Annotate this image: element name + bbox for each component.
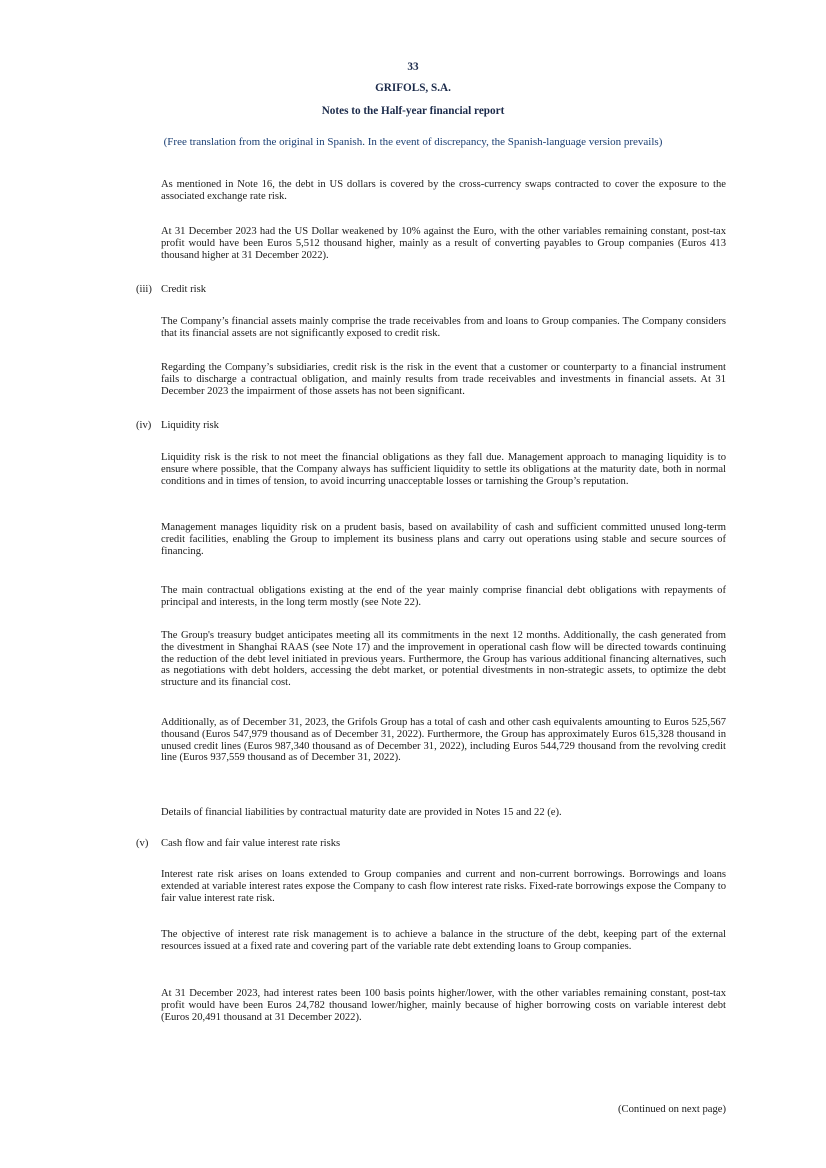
page-number: 33 [407,61,419,73]
liquidity-risk-paragraph-3: The main contractual obligations existing at the end of the year mainly comprise financial debt obligations with repayments of principal and interests, in the long term mostly (see Note 22). [161,585,726,608]
liquidity-risk-paragraph-1: Liquidity risk is the risk to not meet the financial obligations as they fall due. Management approach to managing liquidity is to ensure where possible, that the Company always has sufficient liquidity to settle its obligations at the maturity date, both in normal conditions and in times of tension, to avoid incurring unacceptable losses or tarnishing the Group’s reputation. [161,452,726,487]
continued-note: (Continued on next page) [618,1104,726,1115]
credit-risk-paragraph-2: Regarding the Company’s subsidiaries, credit risk is the risk in the event that a customer or counterparty to a financial instrument fails to discharge a contractual obligation, and mainly results from trade receivables and investments in financial assets. At 31 December 2023 the impairment of those assets has not been significant. [161,362,726,397]
section-title: Credit risk [161,284,207,295]
interest-rate-risk-paragraph-2: The objective of interest rate risk management is to achieve a balance in the structure of the debt, keeping part of the external resources issued at a fixed rate and covering part of the variable rate debt extending loans to Group companies. [161,929,726,952]
interest-rate-risk-paragraph-1: Interest rate risk arises on loans extended to Group companies and current and non-current borrowings. Borrowings and loans extended at variable interest rates expose the Company to cash flow interest rate risks. Fixed-rate borrowings expose the Company to fair value interest rate risk. [161,869,726,904]
section-title: Liquidity risk [161,420,219,431]
section-title: Cash flow and fair value interest rate risks [161,838,341,849]
section-number: (v) [136,838,149,849]
intro-paragraph-1: As mentioned in Note 16, the debt in US dollars is covered by the cross-currency swaps contracted to cover the exposure to the associated exchange rate risk. [161,179,726,202]
intro-paragraph-2: At 31 December 2023 had the US Dollar weakened by 10% against the Euro, with the other variables remaining constant, post-tax profit would have been Euros 5,512 thousand higher, mainly as a result of converting payables to Group companies (Euros 413 thousand higher at 31 December 2022). [161,226,726,261]
section-number: (iii) [136,284,152,295]
company-name: GRIFOLS, S.A. [375,82,451,94]
credit-risk-paragraph-1: The Company’s financial assets mainly comprise the trade receivables from and loans to Group companies. The Company considers that its financial assets are not significantly exposed to credit risk. [161,316,726,339]
section-number: (iv) [136,420,152,431]
liquidity-risk-paragraph-5: Additionally, as of December 31, 2023, the Grifols Group has a total of cash and other cash equivalents amounting to Euros 525,567 thousand (Euros 547,979 thousand as of December 31, 2022). Furthermore, the Group has approximately Euros 615,328 thousand in unused credit lines (Euros 987,340 thousand as of December 31, 2022), including Euros 544,729 thousand from the revolving credit line (Euros 937,559 thousand as of December 31, 2022). [161,717,726,764]
liquidity-risk-paragraph-6: Details of financial liabilities by contractual maturity date are provided in Notes 15 and 22 (e). [161,807,562,818]
section-heading-interest-rate-risk [136,838,340,850]
interest-rate-risk-paragraph-3: At 31 December 2023, had interest rates been 100 basis points higher/lower, with the other variables remaining constant, post-tax profit would have been Euros 24,782 thousand lower/higher, mainly because of higher borrowing costs on variable interest debt (Euros 20,491 thousand at 31 December 2022). [161,988,726,1023]
section-heading-liquidity-risk [136,420,219,432]
report-title: Notes to the Half-year financial report [321,105,505,117]
liquidity-risk-paragraph-4: The Group's treasury budget anticipates meeting all its commitments in the next 12 months. Additionally, the cash generated from the divestment in Shanghai RAAS (see Note 17) and the improvement in operational cash flow will be directed towards continuing the reduction of the debt level initiated in previous years. Furthermore, the Group has various additional financing alternatives, such as negotiations with debt holders, accessing the debt market, or potential divestments in non-strategic assets, to optimize the debt structure and its financial cost. [161,630,726,689]
translation-note: (Free translation from the original in Spanish. In the event of discrepancy, the Spanish-language version prevails) [163,136,663,148]
section-heading-credit-risk [136,284,206,296]
liquidity-risk-paragraph-2: Management manages liquidity risk on a prudent basis, based on availability of cash and sufficient committed unused long-term credit facilities, enabling the Group to implement its business plans and carry out operations using stable and secure sources of financing. [161,522,726,557]
